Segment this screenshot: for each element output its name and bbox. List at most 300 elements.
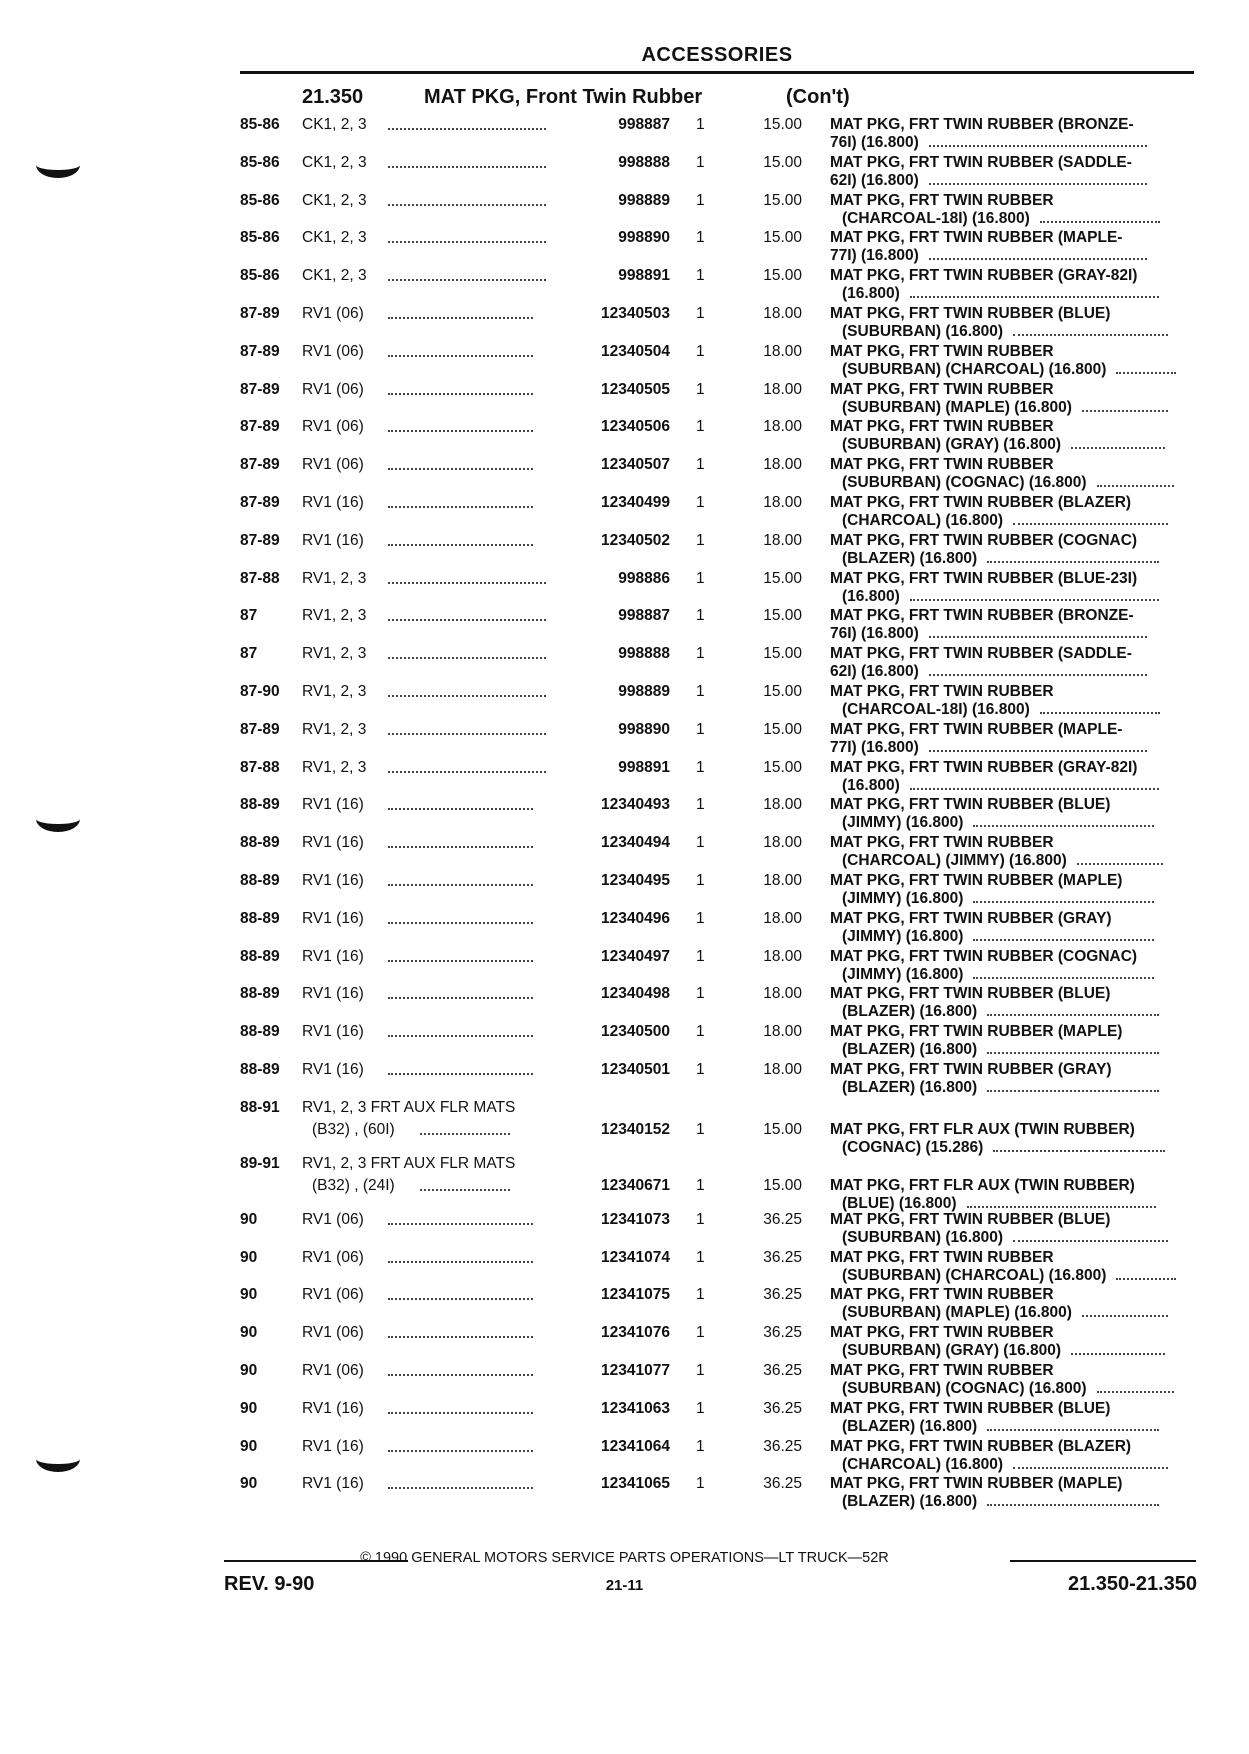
description-line-1: MAT PKG, FRT TWIN RUBBER (MAPLE) — [830, 871, 1123, 889]
quantity: 1 — [696, 418, 705, 436]
dot-leader — [388, 996, 533, 999]
part-description — [830, 985, 1194, 1021]
dot-leader — [929, 257, 1147, 260]
dot-leader — [388, 354, 533, 357]
part-number: 998890 — [618, 720, 670, 738]
model-code: RV1 (16) — [302, 493, 364, 511]
description-line-1: MAT PKG, FRT TWIN RUBBER (COGNAC) — [830, 531, 1138, 549]
part-description — [830, 1400, 1194, 1436]
dot-leader — [388, 845, 533, 848]
dot-leader — [388, 1072, 533, 1075]
model-code: CK1, 2, 3 — [302, 116, 367, 133]
table-row — [240, 683, 1194, 721]
model-years: 90 — [240, 1286, 258, 1304]
table-row — [240, 645, 1194, 683]
model-code: RV1 (16) — [302, 1437, 364, 1455]
part-description — [830, 267, 1194, 303]
model-years: 87-90 — [240, 682, 280, 700]
model-code: CK1, 2, 3 — [302, 191, 367, 209]
model-code-continued: (B32) , (60I) — [312, 1120, 395, 1138]
price: 15.00 — [763, 607, 802, 625]
quantity: 1 — [696, 191, 705, 209]
dot-leader — [388, 165, 546, 168]
quantity: 1 — [696, 682, 705, 700]
description-line-1: MAT PKG, FRT TWIN RUBBER (MAPLE) — [830, 1475, 1123, 1493]
footer-copyright: © 1990 GENERAL MOTORS SERVICE PARTS OPERATIONS—LT TRUCK—52R — [360, 1550, 889, 1566]
description-line-2: (SUBURBAN) (COGNAC) (16.800) — [842, 474, 1087, 492]
price: 18.00 — [763, 380, 802, 398]
footer-page-number: 21-11 — [605, 1577, 644, 1594]
description-line-1: MAT PKG, FRT TWIN RUBBER (SADDLE- — [830, 153, 1132, 171]
model-code-continued: (B32) , (24I) — [312, 1176, 395, 1194]
description-line-1: MAT PKG, FRT TWIN RUBBER (BLUE-23I) — [830, 569, 1138, 587]
description-line-1: MAT PKG, FRT TWIN RUBBER (GRAY-82I) — [830, 758, 1138, 776]
part-number: 12340502 — [601, 531, 670, 549]
model-years: 87-89 — [240, 380, 280, 398]
description-line-1: MAT PKG, FRT TWIN RUBBER (BLAZER) — [830, 1437, 1132, 1455]
part-description — [830, 343, 1194, 379]
quantity: 1 — [696, 1437, 705, 1455]
dot-leader — [1097, 1390, 1174, 1393]
quantity: 1 — [696, 1023, 705, 1041]
table-row — [240, 910, 1194, 948]
part-number: 12340671 — [601, 1176, 670, 1194]
model-code: RV1 (16) — [302, 796, 364, 814]
dot-leader — [388, 807, 533, 810]
table-row — [240, 343, 1194, 381]
quantity: 1 — [696, 1475, 705, 1493]
part-description — [830, 1362, 1194, 1398]
quantity: 1 — [696, 1176, 705, 1194]
dot-leader — [388, 1335, 533, 1338]
price: 36.25 — [763, 1361, 802, 1379]
description-line-2: (BLAZER) (16.800) — [842, 549, 978, 567]
table-row — [240, 1099, 1194, 1155]
model-years: 87 — [240, 607, 258, 625]
part-description — [830, 1061, 1194, 1097]
model-code: RV1, 2, 3 — [302, 645, 367, 663]
dot-leader — [987, 1503, 1159, 1506]
dot-leader — [987, 1013, 1159, 1016]
description-line-2: (JIMMY) (16.800) — [842, 965, 964, 983]
description-line-1: MAT PKG, FRT TWIN RUBBER (SADDLE- — [830, 645, 1132, 663]
model-code: RV1, 2, 3 — [302, 682, 367, 700]
quantity: 1 — [696, 1286, 705, 1304]
part-number: 12340503 — [601, 304, 670, 322]
quantity: 1 — [696, 116, 705, 133]
model-code: RV1, 2, 3 — [302, 607, 367, 625]
parts-list — [240, 116, 1194, 1513]
description-line-1: MAT PKG, FRT TWIN RUBBER (BLUE) — [830, 1399, 1111, 1417]
dot-leader — [388, 883, 533, 886]
part-number: 998888 — [618, 645, 670, 663]
description-line-1: MAT PKG, FRT TWIN RUBBER — [830, 682, 1054, 700]
dot-leader — [388, 581, 546, 584]
price: 18.00 — [763, 871, 802, 889]
part-number: 12341077 — [601, 1361, 670, 1379]
table-row — [240, 759, 1194, 797]
description-line-2: (BLAZER) (16.800) — [842, 1003, 978, 1021]
table-row — [240, 116, 1194, 154]
model-code: RV1 (16) — [302, 1023, 364, 1041]
model-code: RV1 (06) — [302, 1210, 364, 1228]
part-number: 12340500 — [601, 1023, 670, 1041]
table-row — [240, 456, 1194, 494]
dot-leader — [388, 618, 546, 621]
table-row — [240, 834, 1194, 872]
dot-leader — [388, 467, 533, 470]
model-code: RV1 (16) — [302, 1060, 364, 1078]
dot-leader — [388, 392, 533, 395]
binder-hole-mark — [36, 806, 80, 832]
price: 15.00 — [763, 229, 802, 247]
part-number: 12341073 — [601, 1210, 670, 1228]
dot-leader — [910, 598, 1159, 601]
quantity: 1 — [696, 493, 705, 511]
model-code: RV1, 2, 3 — [302, 569, 367, 587]
description-line-1: MAT PKG, FRT TWIN RUBBER — [830, 834, 1054, 852]
dot-leader — [973, 900, 1153, 903]
dot-leader — [388, 770, 546, 773]
model-years: 87-88 — [240, 569, 280, 587]
part-number: 998886 — [618, 569, 670, 587]
dot-leader — [388, 656, 546, 659]
table-row — [240, 948, 1194, 986]
description-line-1: MAT PKG, FRT TWIN RUBBER — [830, 191, 1054, 209]
quantity: 1 — [696, 267, 705, 285]
price: 18.00 — [763, 342, 802, 360]
price: 18.00 — [763, 834, 802, 852]
description-line-1: MAT PKG, FRT TWIN RUBBER — [830, 418, 1054, 436]
price: 15.00 — [763, 153, 802, 171]
dot-leader — [929, 673, 1147, 676]
description-line-2: (JIMMY) (16.800) — [842, 927, 964, 945]
binder-hole-mark — [36, 1446, 80, 1472]
quantity: 1 — [696, 720, 705, 738]
part-number: 998891 — [618, 758, 670, 776]
part-description — [830, 721, 1194, 757]
part-number: 12340504 — [601, 342, 670, 360]
model-code: RV1 (06) — [302, 456, 364, 474]
part-description — [830, 1177, 1194, 1213]
table-row — [240, 1286, 1194, 1324]
description-line-2: 76I) (16.800) — [830, 625, 919, 643]
dot-leader — [929, 182, 1147, 185]
table-row — [240, 985, 1194, 1023]
table-row — [240, 1362, 1194, 1400]
part-number: 12340495 — [601, 871, 670, 889]
part-number: 12340493 — [601, 796, 670, 814]
dot-leader — [388, 316, 533, 319]
dot-leader — [1082, 1314, 1168, 1317]
model-years: 87-89 — [240, 418, 280, 436]
model-code: RV1 (06) — [302, 1361, 364, 1379]
model-years: 87-88 — [240, 758, 280, 776]
quantity: 1 — [696, 909, 705, 927]
model-years: 87-89 — [240, 456, 280, 474]
part-description — [830, 116, 1194, 152]
dot-leader — [973, 976, 1153, 979]
quantity: 1 — [696, 342, 705, 360]
description-line-2: (JIMMY) (16.800) — [842, 814, 964, 832]
model-years: 88-89 — [240, 947, 280, 965]
dot-leader — [929, 144, 1147, 147]
part-number: 998890 — [618, 229, 670, 247]
part-description — [830, 229, 1194, 265]
dot-leader — [910, 787, 1159, 790]
table-row — [240, 229, 1194, 267]
model-years: 88-89 — [240, 834, 280, 852]
description-line-1: MAT PKG, FRT TWIN RUBBER (GRAY) — [830, 1060, 1112, 1078]
model-code: RV1 (06) — [302, 1324, 364, 1342]
dot-leader — [388, 203, 546, 206]
description-line-2: 62I) (16.800) — [830, 171, 919, 189]
footer-section-range: 21.350-21.350 — [1067, 1573, 1197, 1595]
dot-leader — [967, 1205, 1156, 1208]
dot-leader — [388, 240, 546, 243]
model-years: 89-91 — [240, 1154, 280, 1172]
table-row — [240, 607, 1194, 645]
description-line-2: (SUBURBAN) (16.800) — [842, 322, 1004, 340]
part-description — [830, 872, 1194, 908]
price: 15.00 — [763, 758, 802, 776]
description-line-1: MAT PKG, FRT FLR AUX (TWIN RUBBER) — [830, 1176, 1135, 1194]
quantity: 1 — [696, 1060, 705, 1078]
price: 36.25 — [763, 1399, 802, 1417]
model-years: 87-89 — [240, 304, 280, 322]
description-line-2: (16.800) — [842, 776, 900, 794]
description-line-1: MAT PKG, FRT TWIN RUBBER — [830, 1248, 1054, 1266]
description-line-2: 62I) (16.800) — [830, 663, 919, 681]
table-row — [240, 1061, 1194, 1099]
dot-leader — [1040, 711, 1160, 714]
part-description — [830, 1475, 1194, 1511]
description-line-2: 77I) (16.800) — [830, 247, 919, 265]
part-description — [830, 759, 1194, 795]
quantity: 1 — [696, 607, 705, 625]
dot-leader — [420, 1188, 510, 1191]
part-description — [830, 683, 1194, 719]
description-line-2: (BLAZER) (16.800) — [842, 1417, 978, 1435]
model-code: RV1 (06) — [302, 304, 364, 322]
model-years: 88-89 — [240, 871, 280, 889]
section-title: MAT PKG, Front Twin Rubber — [424, 86, 703, 108]
table-row — [240, 1023, 1194, 1061]
model-years: 87-89 — [240, 342, 280, 360]
dot-leader — [1013, 333, 1168, 336]
price: 18.00 — [763, 456, 802, 474]
quantity: 1 — [696, 947, 705, 965]
model-years: 88-89 — [240, 909, 280, 927]
model-years: 87-89 — [240, 720, 280, 738]
part-description — [830, 1324, 1194, 1360]
part-description — [830, 1286, 1194, 1322]
model-code: CK1, 2, 3 — [302, 153, 367, 171]
description-line-2: (SUBURBAN) (GRAY) (16.800) — [842, 1342, 1062, 1360]
part-description — [830, 1121, 1194, 1157]
description-line-2: (BLUE) (16.800) — [842, 1194, 957, 1212]
price: 15.00 — [763, 645, 802, 663]
description-line-1: MAT PKG, FRT TWIN RUBBER (MAPLE- — [830, 720, 1123, 738]
model-years: 90 — [240, 1248, 258, 1266]
price: 18.00 — [763, 985, 802, 1003]
quantity: 1 — [696, 229, 705, 247]
quantity: 1 — [696, 645, 705, 663]
description-line-2: (16.800) — [842, 285, 900, 303]
table-row — [240, 1438, 1194, 1476]
dot-leader — [388, 959, 533, 962]
dot-leader — [388, 694, 546, 697]
part-number: 12340498 — [601, 985, 670, 1003]
dot-leader — [388, 1411, 533, 1414]
part-number: 12341075 — [601, 1286, 670, 1304]
model-years: 85-86 — [240, 229, 280, 247]
dot-leader — [1071, 1352, 1165, 1355]
description-line-1: MAT PKG, FRT TWIN RUBBER — [830, 380, 1054, 398]
price: 18.00 — [763, 909, 802, 927]
model-code: RV1 (16) — [302, 1399, 364, 1417]
model-code: RV1 (16) — [302, 1475, 364, 1493]
part-number: 12340505 — [601, 380, 670, 398]
quantity: 1 — [696, 796, 705, 814]
price: 18.00 — [763, 1023, 802, 1041]
table-row — [240, 721, 1194, 759]
dot-leader — [929, 749, 1147, 752]
part-number: 998888 — [618, 153, 670, 171]
description-line-2: (BLAZER) (16.800) — [842, 1041, 978, 1059]
part-description — [830, 494, 1194, 530]
price: 18.00 — [763, 418, 802, 436]
dot-leader — [987, 1428, 1159, 1431]
quantity: 1 — [696, 1361, 705, 1379]
part-description — [830, 834, 1194, 870]
description-line-2: (COGNAC) (15.286) — [842, 1138, 984, 1156]
description-line-2: (CHARCOAL) (16.800) — [842, 511, 1004, 529]
description-line-1: MAT PKG, FRT TWIN RUBBER (BLUE) — [830, 304, 1111, 322]
model-years: 85-86 — [240, 191, 280, 209]
part-number: 12341065 — [601, 1475, 670, 1493]
model-years: 85-86 — [240, 116, 280, 133]
part-description — [830, 645, 1194, 681]
dot-leader — [973, 938, 1153, 941]
part-description — [830, 418, 1194, 454]
table-row — [240, 872, 1194, 910]
dot-leader — [388, 732, 546, 735]
table-row — [240, 1249, 1194, 1287]
dot-leader — [388, 1222, 533, 1225]
model-code: CK1, 2, 3 — [302, 267, 367, 285]
dot-leader — [388, 1034, 533, 1037]
model-code: RV1, 2, 3 — [302, 720, 367, 738]
part-description — [830, 910, 1194, 946]
part-number: 12341076 — [601, 1324, 670, 1342]
part-number: 998891 — [618, 267, 670, 285]
price: 15.00 — [763, 267, 802, 285]
model-code: RV1 (06) — [302, 1286, 364, 1304]
description-line-2: (SUBURBAN) (16.800) — [842, 1228, 1004, 1246]
page-title: ACCESSORIES — [641, 44, 793, 66]
description-line-2: (CHARCOAL) (JIMMY) (16.800) — [842, 852, 1067, 870]
model-code: CK1, 2, 3 — [302, 229, 367, 247]
quantity: 1 — [696, 834, 705, 852]
part-number: 998887 — [618, 607, 670, 625]
model-years: 88-91 — [240, 1098, 280, 1116]
description-line-2: (CHARCOAL-18I) (16.800) — [842, 700, 1030, 718]
table-row — [240, 1400, 1194, 1438]
description-line-1: MAT PKG, FRT TWIN RUBBER (GRAY-82I) — [830, 267, 1138, 285]
table-row — [240, 494, 1194, 532]
table-row — [240, 381, 1194, 419]
model-years: 85-86 — [240, 267, 280, 285]
description-line-2: (SUBURBAN) (COGNAC) (16.800) — [842, 1379, 1087, 1397]
part-description — [830, 305, 1194, 341]
model-years: 87 — [240, 645, 258, 663]
description-line-2: (CHARCOAL) (16.800) — [842, 1455, 1004, 1473]
part-description — [830, 570, 1194, 606]
dot-leader — [987, 560, 1159, 563]
part-number: 12340507 — [601, 456, 670, 474]
model-code: RV1 (16) — [302, 871, 364, 889]
dot-leader — [1116, 371, 1176, 374]
dot-leader — [1071, 446, 1165, 449]
section-number: 21.350 — [302, 86, 364, 108]
price: 15.00 — [763, 191, 802, 209]
quantity: 1 — [696, 985, 705, 1003]
quantity: 1 — [696, 380, 705, 398]
description-line-2: 77I) (16.800) — [830, 738, 919, 756]
dot-leader — [973, 824, 1153, 827]
description-line-1: MAT PKG, FRT FLR AUX (TWIN RUBBER) — [830, 1120, 1135, 1138]
dot-leader — [388, 1449, 533, 1452]
description-line-2: (SUBURBAN) (MAPLE) (16.800) — [842, 1304, 1072, 1322]
model-years: 88-89 — [240, 1060, 280, 1078]
description-line-2: (BLAZER) (16.800) — [842, 1078, 978, 1096]
table-row — [240, 796, 1194, 834]
model-years: 90 — [240, 1475, 258, 1493]
dot-leader — [388, 921, 533, 924]
model-code: RV1, 2, 3 FRT AUX FLR MATS — [302, 1098, 516, 1116]
quantity: 1 — [696, 456, 705, 474]
description-line-2: (SUBURBAN) (GRAY) (16.800) — [842, 436, 1062, 454]
table-row — [240, 305, 1194, 343]
price: 15.00 — [763, 569, 802, 587]
part-description — [830, 1438, 1194, 1474]
model-code: RV1, 2, 3 — [302, 758, 367, 776]
description-line-2: (BLAZER) (16.800) — [842, 1493, 978, 1511]
dot-leader — [1082, 409, 1168, 412]
model-years: 87-89 — [240, 493, 280, 511]
part-description — [830, 532, 1194, 568]
description-line-1: MAT PKG, FRT TWIN RUBBER (BLUE) — [830, 1210, 1111, 1228]
part-description — [830, 1249, 1194, 1285]
part-description — [830, 154, 1194, 190]
dot-leader — [1097, 484, 1174, 487]
dot-leader — [1116, 1277, 1176, 1280]
model-years: 90 — [240, 1324, 258, 1342]
model-code: RV1 (06) — [302, 342, 364, 360]
price: 18.00 — [763, 947, 802, 965]
price: 36.25 — [763, 1437, 802, 1455]
part-number: 12340501 — [601, 1060, 670, 1078]
model-code: RV1 (16) — [302, 947, 364, 965]
part-number: 12340506 — [601, 418, 670, 436]
dot-leader — [910, 295, 1159, 298]
description-line-2: 76I) (16.800) — [830, 134, 919, 151]
dot-leader — [388, 278, 546, 281]
part-number: 12340496 — [601, 909, 670, 927]
price: 15.00 — [763, 682, 802, 700]
model-years: 87-89 — [240, 531, 280, 549]
